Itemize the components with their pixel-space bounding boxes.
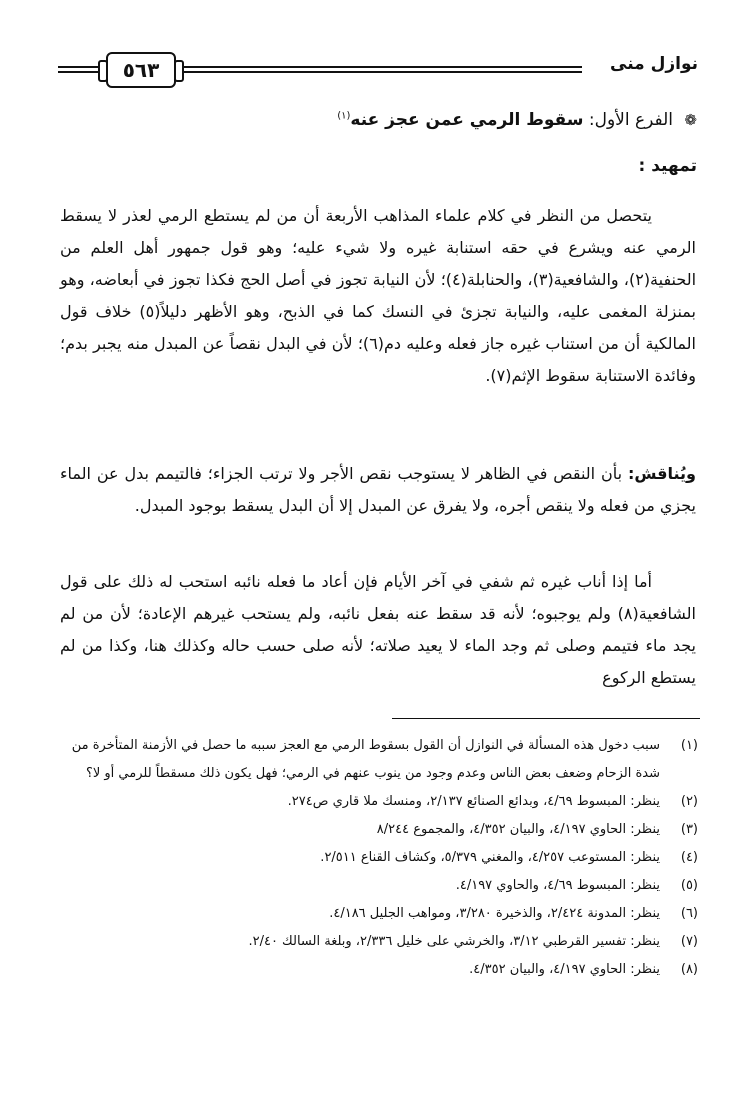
footnote-text: ينظر: المستوعب ٤/٢٥٧، والمغني ٥/٣٧٩، وكشاف القناع ٢/٥١١.: [320, 850, 660, 865]
footnote-item: [60, 732, 698, 788]
paragraph-2-label: ويُناقش:: [628, 464, 696, 483]
footnote-item: [60, 816, 698, 844]
section-heading: [337, 110, 697, 130]
footnote-number: (٣): [680, 822, 698, 837]
flower-icon: ❁: [684, 111, 697, 129]
footnote-number: (١): [680, 738, 698, 753]
header-rule-left-1: [58, 66, 98, 68]
header-rule-right-2: [182, 71, 582, 73]
footnotes: [60, 732, 698, 984]
footnote-item: [60, 928, 698, 956]
page-number-box: [106, 52, 176, 88]
paragraph-1: يتحصل من النظر في كلام علماء المذاهب الأربعة أن من لم يستطع الرمي لعذر لا يسقط الرمي عنه ويشرع في حقه استنابة غيره ولا شيء عليه؛ وهو قول جمهور أهل العلم من الحنفية(٢)، والشافعية(٣)، والحنابلة(٤)؛ لأن النيابة تجوز في أصل الحج فكذا تجوز في أبعاضه، وهو بمنزلة المغمى عليه، والنيابة تجزئ في النسك كما في الذبح، وهو الأظهر دليلاً(٥) خلاف قول المالكية أن من استناب غيره جاز فعله وعليه دم(٦)؛ لأن في البدل نقصاً عن المبدل منه يجبر بدم؛ وفائدة الاستنابة سقوط الإثم(٧).: [60, 206, 697, 385]
paragraph-3: أما إذا أناب غيره ثم شفي في آخر الأيام فإن أعاد ما فعله نائبه استحب له ذلك على قول الشافعية(٨) ولم يوجبوه؛ لأنه قد سقط عنه بفعل نائبه، ولم يستحب غيرهم الإعادة؛ لأن من لم يجد ماء فتيمم وصلى ثم وجد الماء لا يعيد صلاته؛ لأنه صلى حسب حاله وكذلك هنا، وكذا من لم يستطع الركوع: [60, 572, 696, 687]
paragraph-2-text: بأن النقص في الظاهر لا يستوجب نقص الأجر ولا ترتب الجزاء؛ فالتيمم بدل عن الماء يجزي من فعله ولا ينقص أجره، ولا يفرق عن المبدل إلا أن البدل يسقط بوجود المبدل.: [60, 464, 696, 515]
footnote-item: [60, 844, 698, 872]
footnote-text: سبب دخول هذه المسألة في النوازل أن القول بسقوط الرمي مع العجز سببه ما حصل في الأزمنة المتأخرة من شدة الزحام وضعف بعض الناس وعدم وجود من ينوب عنهم في الرمي؛ فهل يكون ذلك مسقطاً للرمي أو لا؟: [71, 738, 660, 781]
footnote-item: [60, 900, 698, 928]
section-prefix: الفرع الأول:: [588, 110, 674, 130]
footnote-item: [60, 788, 698, 816]
page-header: [58, 48, 698, 92]
footnote-number: (٤): [680, 850, 698, 865]
footnote-text: ينظر: المبسوط ٤/٦٩، وبدائع الصنائع ٢/١٣٧، ومنسك ملا قاري ص٢٧٤.: [287, 794, 660, 809]
footnote-text: ينظر: المدونة ٢/٤٢٤، والذخيرة ٣/٢٨٠، ومواهب الجليل ٤/١٨٦.: [329, 906, 660, 921]
footnote-separator: [392, 718, 700, 719]
page-number: ٥٦٣: [122, 58, 160, 82]
book-title: نوازل منى: [610, 54, 698, 74]
header-rule-left-2: [58, 71, 98, 73]
footnote-number: (٨): [680, 962, 698, 977]
intro-heading: تمهيد :: [638, 156, 697, 176]
footnote-number: (٢): [680, 794, 698, 809]
header-rule-right-1: [182, 66, 582, 68]
section-footnote-ref: (١): [337, 110, 351, 122]
footnote-number: (٧): [680, 934, 698, 949]
footnote-item: [60, 872, 698, 900]
footnote-number: (٦): [680, 906, 698, 921]
footnote-text: ينظر: المبسوط ٤/٦٩، والحاوي ٤/١٩٧.: [455, 878, 660, 893]
footnote-item: [60, 956, 698, 984]
footnote-text: ينظر: تفسير القرطبي ٣/١٢، والخرشي على خليل ٢/٣٣٦، وبلغة السالك ٢/٤٠.: [248, 934, 660, 949]
section-title: سقوط الرمي عمن عجز عنه: [350, 110, 584, 130]
footnote-text: ينظر: الحاوي ٤/١٩٧، والبيان ٤/٣٥٢، والمجموع ٨/٢٤٤: [376, 822, 660, 837]
footnote-text: ينظر: الحاوي ٤/١٩٧، والبيان ٤/٣٥٢.: [469, 962, 660, 977]
footnote-number: (٥): [680, 878, 698, 893]
paragraph-2: [60, 458, 696, 522]
